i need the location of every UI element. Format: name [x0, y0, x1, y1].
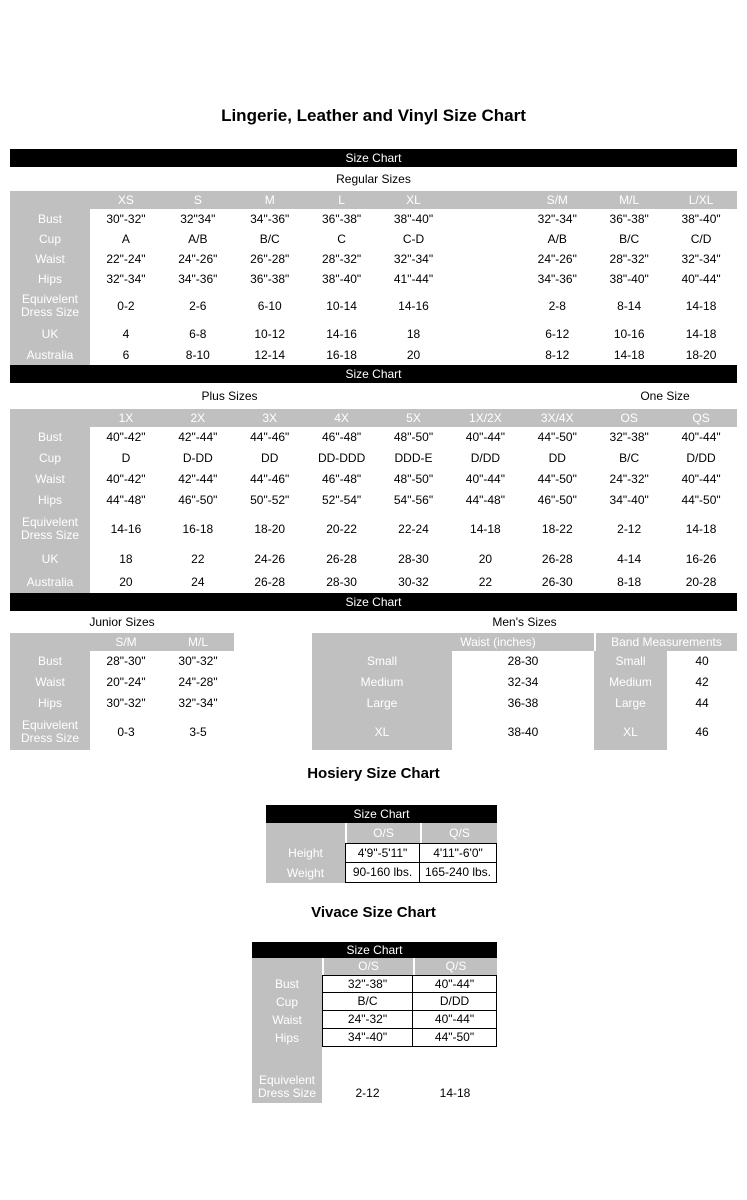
vivace-table [252, 958, 497, 1103]
cell-value: 38"-40" [306, 269, 378, 289]
cell-value: A/B [162, 229, 234, 249]
cell-value: 38"-40" [378, 209, 450, 229]
hosiery-chart-title: Hosiery Size Chart [307, 765, 440, 782]
column-header: 5X [378, 409, 450, 427]
cell-value: 20 [449, 547, 521, 571]
cell-value: 40"-44" [449, 469, 521, 490]
size-chart-bar-vivace: Size Chart [252, 942, 497, 958]
cell-value: 46"-48" [306, 469, 378, 490]
cell-value: D/DD [413, 993, 497, 1011]
row-label: Small [312, 651, 452, 672]
cell-value: 42 [667, 672, 737, 693]
cell-value: 32-34 [452, 672, 594, 693]
cell-value: 44"-50" [521, 427, 593, 448]
cell-value: 2-12 [322, 1047, 413, 1103]
junior-mens-tables [10, 633, 737, 750]
cell-value: 44"-50" [413, 1029, 497, 1047]
cell-value: 36"-38" [234, 269, 306, 289]
column-header [252, 958, 322, 975]
column-header: 3X/4X [521, 409, 593, 427]
cell-value: 22 [162, 547, 234, 571]
cell-value: 32"-34" [162, 693, 234, 714]
column-header: S/M [521, 191, 593, 209]
column-header: S/M [90, 633, 162, 651]
cell-value [449, 229, 521, 249]
row-label: Cup [10, 448, 90, 469]
cell-value: 22"-24" [90, 249, 162, 269]
cell-value: 40"-42" [90, 427, 162, 448]
row-label: Hips [10, 693, 90, 714]
row-label: Medium [312, 672, 452, 693]
row-label: Australia [10, 571, 90, 593]
cell-value: 34"-36" [521, 269, 593, 289]
row-label: Cup [10, 229, 90, 249]
cell-value: 18 [378, 323, 450, 345]
row-label: Waist [10, 249, 90, 269]
page-title: Lingerie, Leather and Vinyl Size Chart [221, 106, 526, 125]
cell-value: B/C [322, 993, 413, 1011]
cell-value: 18-20 [234, 511, 306, 547]
cell-value: 6-8 [162, 323, 234, 345]
cell-value: 28-30 [306, 571, 378, 593]
cell-value: D-DD [162, 448, 234, 469]
cell-value: DD-DDD [306, 448, 378, 469]
cell-value: 2-8 [521, 289, 593, 323]
cell-value: 38-40 [452, 714, 594, 750]
cell-value: 32"-38" [322, 975, 413, 993]
cell-value: 4-14 [593, 547, 665, 571]
column-header [10, 409, 90, 427]
cell-value: 32"-38" [593, 427, 665, 448]
hosiery-size-chart [266, 805, 497, 883]
cell-value: 40 [667, 651, 737, 672]
cell-value: 14-18 [593, 345, 665, 365]
cell-value: 8-14 [593, 289, 665, 323]
cell-value: 24 [162, 571, 234, 593]
cell-value: 32"34" [162, 209, 234, 229]
column-header [266, 823, 345, 843]
cell-value: 44"-50" [665, 490, 737, 511]
cell-value: 36"-38" [593, 209, 665, 229]
cell-value: 28"-32" [593, 249, 665, 269]
cell-value: 34"-36" [234, 209, 306, 229]
column-header: O/S [345, 823, 420, 843]
cell-value: 30-32 [378, 571, 450, 593]
column-header: M/L [593, 191, 665, 209]
cell-value: 14-16 [306, 323, 378, 345]
cell-value: DD [521, 448, 593, 469]
vivace-chart-title: Vivace Size Chart [311, 904, 436, 921]
row-label: UK [10, 547, 90, 571]
hosiery-table [266, 823, 497, 883]
cell-value [449, 345, 521, 365]
cell-value: 14-18 [413, 1047, 497, 1103]
cell-value: C/D [665, 229, 737, 249]
one-size-label: One Size [640, 389, 690, 403]
cell-value: A [90, 229, 162, 249]
cell-value: 34"-36" [162, 269, 234, 289]
cell-value: 26-28 [234, 571, 306, 593]
cell-value: 16-26 [665, 547, 737, 571]
row-label: Equivelent Dress Size [10, 289, 90, 323]
cell-value: 24"-32" [322, 1011, 413, 1029]
cell-value: 36"-38" [306, 209, 378, 229]
regular-sizes-label: Regular Sizes [336, 172, 411, 186]
cell-value: 14-18 [665, 511, 737, 547]
cell-value: 26-28 [521, 547, 593, 571]
cell-value: 24"-26" [521, 249, 593, 269]
cell-value: D/DD [449, 448, 521, 469]
cell-value: 20"-24" [90, 672, 162, 693]
cell-value: 6-12 [521, 323, 593, 345]
cell-value: 52"-54" [306, 490, 378, 511]
row-label: Hips [10, 269, 90, 289]
cell-value: 34"-40" [322, 1029, 413, 1047]
cell-value: 90-160 lbs. [345, 863, 420, 883]
row-label: Large [312, 693, 452, 714]
column-header [449, 191, 521, 209]
cell-value: 44 [667, 693, 737, 714]
cell-value: B/C [234, 229, 306, 249]
cell-value: 44"-46" [234, 469, 306, 490]
cell-value: 40"-44" [413, 975, 497, 993]
row-label: Equivelent Dress Size [252, 1047, 322, 1103]
cell-value: 44"-46" [234, 427, 306, 448]
row-label: Medium [594, 672, 667, 693]
column-header: OS [593, 409, 665, 427]
column-header: 1X [90, 409, 162, 427]
cell-value: 38"-40" [665, 209, 737, 229]
cell-value: 26"-28" [234, 249, 306, 269]
cell-value: 40"-44" [449, 427, 521, 448]
cell-value: 40"-44" [413, 1011, 497, 1029]
cell-value: 20 [378, 345, 450, 365]
cell-value: 42"-44" [162, 469, 234, 490]
plus-sizes-label: Plus Sizes [201, 389, 258, 403]
cell-value: 3-5 [162, 714, 234, 750]
column-header: Q/S [420, 823, 497, 843]
cell-value: 30"-32" [90, 693, 162, 714]
cell-value: 24"-26" [162, 249, 234, 269]
cell-value: 41"-44" [378, 269, 450, 289]
cell-value: 50"-52" [234, 490, 306, 511]
row-label: XL [312, 714, 452, 750]
row-label: Equivelent Dress Size [10, 511, 90, 547]
row-label: Small [594, 651, 667, 672]
cell-value: 26-30 [521, 571, 593, 593]
column-header [10, 191, 90, 209]
column-header: S [162, 191, 234, 209]
cell-value [449, 289, 521, 323]
cell-value: A/B [521, 229, 593, 249]
row-label: Waist [10, 469, 90, 490]
plus-sizes-table [10, 409, 737, 593]
cell-value [449, 249, 521, 269]
column-header: 3X [234, 409, 306, 427]
cell-value: 0-2 [90, 289, 162, 323]
cell-value: 38"-40" [593, 269, 665, 289]
cell-value: 10-12 [234, 323, 306, 345]
cell-value: 30"-32" [90, 209, 162, 229]
cell-value: B/C [593, 229, 665, 249]
cell-value: 20-22 [306, 511, 378, 547]
cell-value: 14-16 [378, 289, 450, 323]
column-header: Band Measurements [594, 633, 737, 651]
cell-value: 8-12 [521, 345, 593, 365]
cell-value: 24-26 [234, 547, 306, 571]
cell-value: 28"-30" [90, 651, 162, 672]
column-header: 2X [162, 409, 234, 427]
cell-value: 48"-50" [378, 427, 450, 448]
cell-value: 22-24 [378, 511, 450, 547]
cell-value: D [90, 448, 162, 469]
size-chart-bar-plus: Size Chart [10, 365, 737, 383]
column-header [10, 633, 90, 651]
cell-value: 4'11"-6'0" [420, 843, 497, 863]
row-label: Weight [266, 863, 345, 883]
mens-sizes-table [312, 633, 737, 750]
cell-value: DD [234, 448, 306, 469]
row-label: Australia [10, 345, 90, 365]
cell-value: 2-12 [593, 511, 665, 547]
column-header: XS [90, 191, 162, 209]
cell-value: 32"-34" [665, 249, 737, 269]
cell-value: 42"-44" [162, 427, 234, 448]
row-label: Cup [252, 993, 322, 1011]
column-header: L [306, 191, 378, 209]
cell-value: 32"-34" [378, 249, 450, 269]
row-label: Bust [252, 975, 322, 993]
row-label: XL [594, 714, 667, 750]
cell-value: C-D [378, 229, 450, 249]
cell-value: 44"-50" [521, 469, 593, 490]
cell-value: 6 [90, 345, 162, 365]
column-header: Q/S [413, 958, 497, 975]
column-header: M/L [162, 633, 234, 651]
size-chart-bar-hosiery: Size Chart [266, 805, 497, 823]
junior-sizes-label: Junior Sizes [89, 615, 155, 629]
cell-value: 28"-32" [306, 249, 378, 269]
cell-value: 44"-48" [449, 490, 521, 511]
cell-value: 40"-44" [665, 469, 737, 490]
cell-value: 12-14 [234, 345, 306, 365]
cell-value: 0-3 [90, 714, 162, 750]
column-header: O/S [322, 958, 413, 975]
column-header: M [234, 191, 306, 209]
junior-mens-label-row [10, 611, 737, 633]
cell-value: 18-22 [521, 511, 593, 547]
column-header: XL [378, 191, 450, 209]
cell-value: 26-28 [306, 547, 378, 571]
cell-value: 20-28 [665, 571, 737, 593]
cell-value: 165-240 lbs. [420, 863, 497, 883]
cell-value: 6-10 [234, 289, 306, 323]
cell-value: 14-18 [665, 289, 737, 323]
column-header: 4X [306, 409, 378, 427]
cell-value [449, 323, 521, 345]
cell-value: 22 [449, 571, 521, 593]
size-chart-bar-junior-mens: Size Chart [10, 593, 737, 611]
row-label: Hips [10, 490, 90, 511]
column-header: QS [665, 409, 737, 427]
cell-value: 14-18 [665, 323, 737, 345]
cell-value: 16-18 [306, 345, 378, 365]
cell-value: 36-38 [452, 693, 594, 714]
cell-value: 46"-50" [162, 490, 234, 511]
cell-value: 10-14 [306, 289, 378, 323]
cell-value: 8-18 [593, 571, 665, 593]
mens-sizes-label: Men's Sizes [492, 615, 557, 629]
vivace-size-chart [252, 942, 497, 1103]
cell-value: 4 [90, 323, 162, 345]
column-header: L/XL [665, 191, 737, 209]
cell-value: 34"-40" [593, 490, 665, 511]
row-label: Waist [252, 1011, 322, 1029]
cell-value: 40"-44" [665, 427, 737, 448]
cell-value: 2-6 [162, 289, 234, 323]
cell-value: 40"-42" [90, 469, 162, 490]
column-header: Waist (inches) [312, 633, 594, 651]
cell-value: 24"-28" [162, 672, 234, 693]
row-label: Height [266, 843, 345, 863]
cell-value: 30"-32" [162, 651, 234, 672]
cell-value [449, 269, 521, 289]
cell-value: 32"-34" [521, 209, 593, 229]
plus-one-size-label-row [10, 383, 737, 409]
regular-sizes-table [10, 191, 737, 365]
row-label: Equivelent Dress Size [10, 714, 90, 750]
cell-value: 14-18 [449, 511, 521, 547]
row-label: Hips [252, 1029, 322, 1047]
cell-value: 40"-44" [665, 269, 737, 289]
row-label: Bust [10, 427, 90, 448]
cell-value: 54"-56" [378, 490, 450, 511]
cell-value: 24"-32" [593, 469, 665, 490]
cell-value: 46"-50" [521, 490, 593, 511]
cell-value: 18 [90, 547, 162, 571]
size-chart-bar-regular: Size Chart [10, 149, 737, 167]
cell-value: 28-30 [452, 651, 594, 672]
cell-value: C [306, 229, 378, 249]
row-label: Bust [10, 209, 90, 229]
column-header: 1X/2X [449, 409, 521, 427]
cell-value: 16-18 [162, 511, 234, 547]
cell-value: D/DD [665, 448, 737, 469]
cell-value: 14-16 [90, 511, 162, 547]
cell-value: 44"-48" [90, 490, 162, 511]
cell-value: B/C [593, 448, 665, 469]
cell-value: 18-20 [665, 345, 737, 365]
cell-value: 46 [667, 714, 737, 750]
cell-value: 48"-50" [378, 469, 450, 490]
cell-value: 10-16 [593, 323, 665, 345]
row-label: UK [10, 323, 90, 345]
cell-value: 28-30 [378, 547, 450, 571]
cell-value: 4'9"-5'11" [345, 843, 420, 863]
cell-value: 8-10 [162, 345, 234, 365]
junior-sizes-table [10, 633, 234, 750]
cell-value: DDD-E [378, 448, 450, 469]
cell-value: 32"-34" [90, 269, 162, 289]
cell-value [449, 209, 521, 229]
cell-value: 46"-48" [306, 427, 378, 448]
cell-value: 20 [90, 571, 162, 593]
row-label: Bust [10, 651, 90, 672]
row-label: Large [594, 693, 667, 714]
row-label: Waist [10, 672, 90, 693]
main-size-chart [10, 149, 737, 750]
